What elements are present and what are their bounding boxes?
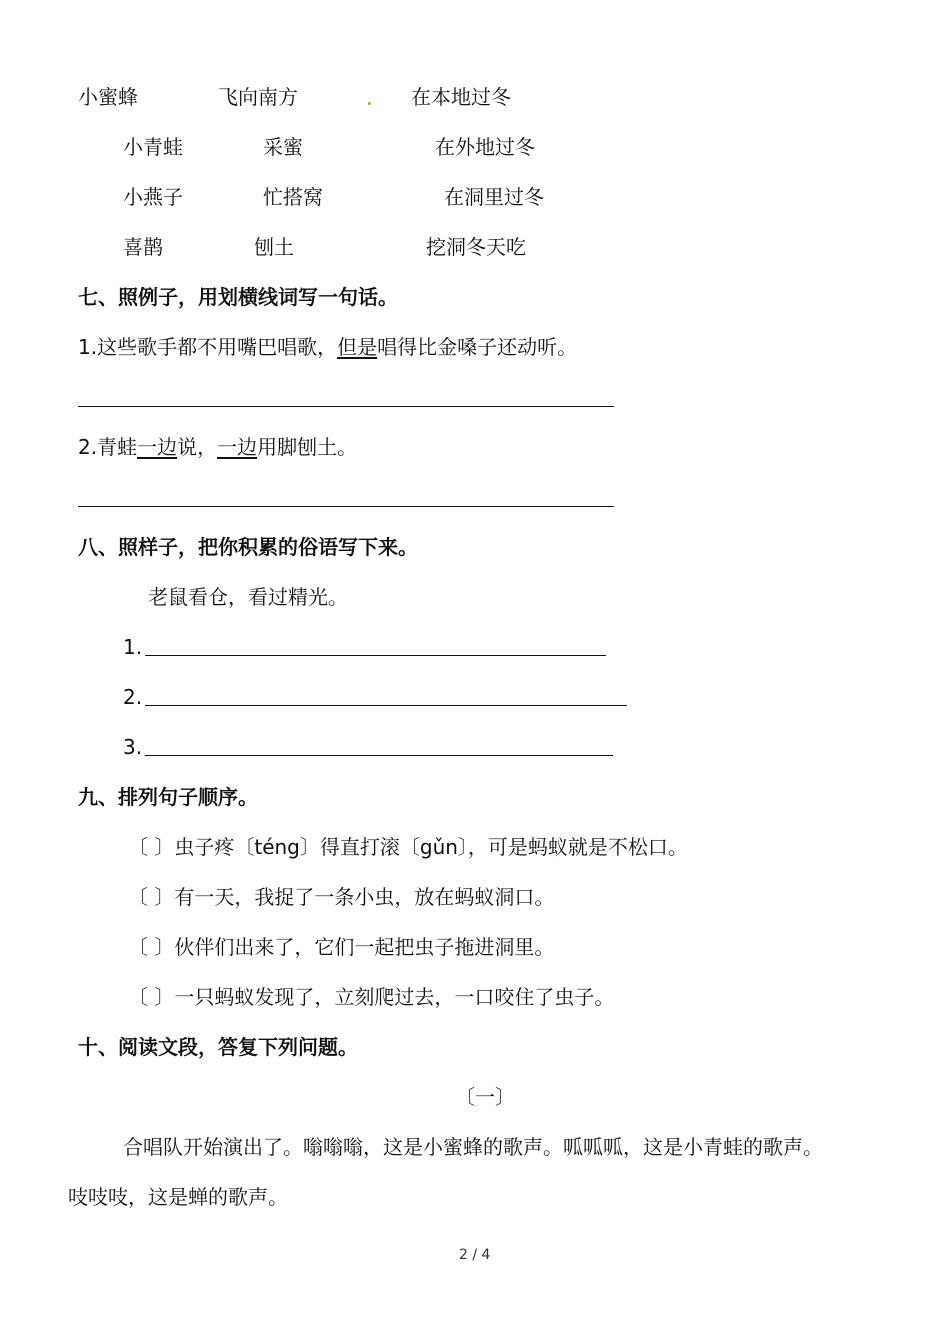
- match-col3-item-2: 在外地过冬: [435, 135, 535, 159]
- example2-underlined-word-1: 一边: [137, 435, 178, 459]
- match-col2-item-1: 飞向南方: [218, 85, 298, 109]
- match-col1-item-1: 小蜜蜂: [78, 85, 138, 109]
- example2-underlined-word-2: 一边: [217, 435, 258, 459]
- order-item-1: 〔 〕虫子疼〔téng〕得直打滚〔gǔn〕，可是蚂蚁就是不松口。: [128, 835, 688, 859]
- section8-title: 八、照样子，把你积累的俗语写下来。: [78, 535, 418, 559]
- order-item-2: 〔 〕有一天，我捉了一条小虫，放在蚂蚁洞口。: [128, 885, 555, 909]
- example2-prefix: 2.青蛙: [78, 435, 138, 459]
- proverb-line-2[interactable]: [145, 705, 627, 706]
- match-col3-item-3: 在洞里过冬: [444, 185, 544, 209]
- match-col1-item-2: 小青蛙: [123, 135, 183, 159]
- proverb-number-2: 2.: [123, 685, 143, 709]
- proverb-line-1[interactable]: [145, 655, 606, 656]
- example2-middle: 说，: [177, 435, 218, 459]
- section7-example-1: [78, 334, 577, 360]
- answer-line-2[interactable]: [78, 506, 614, 507]
- match-col3-item-1: 在本地过冬: [411, 85, 511, 109]
- section9-title: 九、排列句子顺序。: [78, 785, 258, 809]
- order-item-3: 〔 〕伙伴们出来了，它们一起把虫子拖进洞里。: [128, 935, 555, 959]
- example2-suffix: 用脚刨土。: [257, 435, 358, 459]
- example1-suffix: 唱得比金嗓子还动听。: [377, 335, 578, 359]
- match-col2-item-3: 忙搭窝: [263, 185, 323, 209]
- section7-example-2: [78, 434, 357, 460]
- match-col1-item-4: 喜鹊: [123, 235, 163, 259]
- example1-prefix: 1.这些歌手都不用嘴巴唱歌，: [78, 335, 338, 359]
- answer-line-1[interactable]: [78, 406, 614, 407]
- proverb-number-3: 3.: [123, 735, 143, 759]
- page-number: 2 / 4: [459, 1247, 491, 1263]
- stray-dot: [368, 102, 371, 105]
- example1-underlined-word: 但是: [337, 335, 378, 359]
- section10-title: 十、阅读文段，答复下列问题。: [78, 1035, 358, 1059]
- proverb-line-3[interactable]: [145, 755, 613, 756]
- match-col1-item-3: 小燕子: [123, 185, 183, 209]
- match-col2-item-2: 采蜜: [263, 135, 303, 159]
- passage-subtitle: 〔一〕: [455, 1085, 515, 1109]
- passage-line-1: 合唱队开始演出了。嗡嗡嗡，这是小蜜蜂的歌声。呱呱呱，这是小青蛙的歌声。: [123, 1135, 823, 1159]
- match-col2-item-4: 刨土: [254, 235, 294, 259]
- section7-title: 七、照例子，用划横线词写一句话。: [78, 285, 398, 309]
- proverb-number-1: 1.: [123, 635, 143, 659]
- order-item-4: 〔 〕一只蚂蚁发现了，立刻爬过去，一口咬住了虫子。: [128, 985, 615, 1009]
- match-col3-item-4: 挖洞冬天吃: [426, 235, 526, 259]
- section8-example: 老鼠看仓，看过精光。: [148, 585, 348, 609]
- passage-line-2: 吱吱吱，这是蝉的歌声。: [68, 1185, 288, 1209]
